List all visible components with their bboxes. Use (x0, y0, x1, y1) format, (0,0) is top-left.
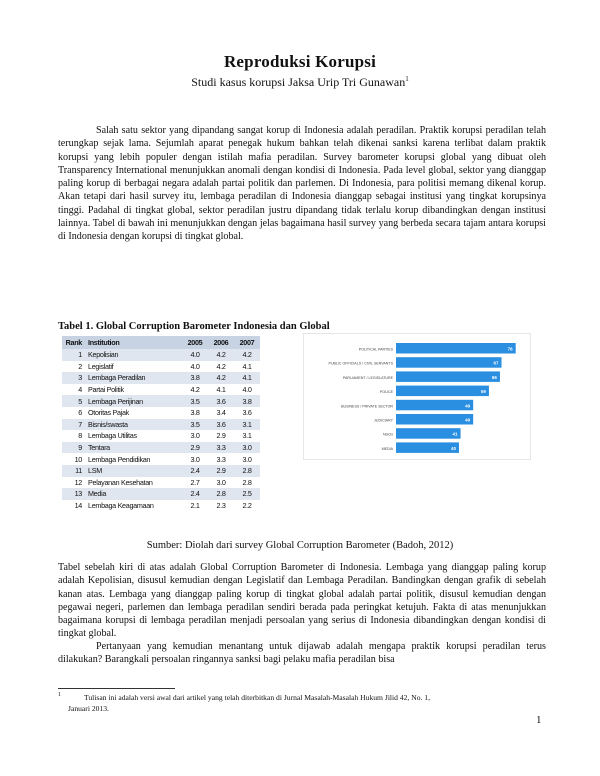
chart-bar (396, 343, 516, 354)
cell-2007: 3.0 (234, 442, 260, 454)
table-row (62, 500, 260, 512)
cell-institution: Bisnis/swasta (86, 419, 182, 431)
cell-2005: 4.2 (190, 385, 200, 395)
chart-category-label: BUSINESS / PRIVATE SECTOR (341, 404, 393, 409)
cell-rank: 8 (78, 431, 82, 441)
chart-value-label: 49 (465, 403, 471, 409)
cell-2005: 3.5 (182, 395, 208, 407)
paragraph-intro: Salah satu sektor yang dipandang sangat korup di Indonesia adalah peradilan. Praktik korupsi peradilan telah terungkap sejak lama. Sejumlah aparat penegak hukum bahkan telah dikenai sanksi karena terlibat dalam praktik korupsi yang lebih populer dengan istilah mafia peradilan. Survey barometer korupsi global yang dibuat oleh Transparency International menunjukkan anomali dengan kondisi di Indonesia. Pada level global, sektor yang dianggap paling korup di berbagai negara adalah partai politik dan parlemen. Di Indonesia, para politisi memang dikenal korup. Akan tetapi dari hasil survey itu, lembaga peradilan di Indonesia dianggap sebagai institusi yang tingkat korupsinya tinggi. Padahal di tingkat global, sektor peradilan justru dipandang tidak terlalu korup dibandingkan dengan institusi lainnya. Tabel di bawah ini menunjukkan dengan jelas bagaimana hasil survey yang berbeda secara tajam antara korupsi di Indonesia dengan korupsi di tingkat global. (58, 125, 546, 243)
chart-category-label: MEDIA (381, 446, 393, 451)
cell-2007: 3.6 (242, 408, 252, 418)
cell-institution: Lembaga Utilitas (88, 431, 137, 441)
cell-2007: 4.1 (234, 372, 260, 384)
chart-category-label: POLICE (379, 390, 393, 395)
table-body (62, 349, 260, 511)
cell-2007: 2.2 (242, 501, 252, 511)
chart-value-label: 76 (507, 346, 513, 352)
chart-value-label: 66 (491, 374, 497, 380)
cell-2005: 3.0 (190, 431, 200, 441)
cell-2007: 3.8 (234, 395, 260, 407)
chart-bar (396, 428, 461, 439)
cell-institution: Lembaga Peradilan (86, 372, 182, 384)
cell-2005: 2.4 (182, 488, 208, 500)
cell-2006: 3.0 (216, 477, 226, 487)
chart-value-label: 59 (480, 389, 486, 395)
page-number: 1 (536, 714, 542, 726)
chart-bar (396, 442, 459, 453)
table-row (62, 395, 260, 407)
cell-2005: 3.0 (190, 454, 200, 464)
table-source: Sumber: Diolah dari survey Global Corruption Barometer (Badoh, 2012) (146, 540, 454, 551)
cell-2005: 4.0 (182, 349, 208, 361)
cell-institution: Kepolisian (86, 349, 182, 361)
chart-bar (396, 371, 500, 382)
table-row (62, 361, 260, 373)
paragraph-question: Pertanyaan yang kemudian menantang untuk dijawab adalah mengapa praktik korupsi peradilan terus dilakukan? Barangkali persoalan ringannya sanksi bagi pelaku mafia peradilan bisa (58, 641, 546, 666)
table-row (62, 384, 260, 396)
cell-2007: 2.8 (242, 477, 252, 487)
cell-institution: Partai Politik (88, 385, 124, 395)
cell-2006: 3.4 (216, 408, 226, 418)
cell-2006: 2.9 (216, 431, 226, 441)
footnote-ref: 1 (405, 75, 409, 83)
cell-2006: 2.3 (216, 501, 226, 511)
cell-2007: 4.1 (242, 361, 252, 371)
cell-2006: 2.9 (208, 465, 234, 477)
cell-2005: 3.8 (182, 372, 208, 384)
cell-rank: 11 (62, 465, 86, 477)
header-2005: 2005 (182, 336, 208, 349)
cell-institution: Pelayanan Kesehatan (88, 477, 153, 487)
chart-value-label: 49 (465, 417, 471, 423)
chart-svg (304, 334, 530, 459)
cell-2006: 4.2 (216, 361, 226, 371)
table-caption: Tabel 1. Global Corruption Barometer Indonesia dan Global (58, 321, 330, 332)
table-row (62, 372, 260, 384)
chart-bar (396, 357, 502, 368)
header-rank: Rank (62, 336, 86, 349)
cell-rank: 2 (78, 361, 82, 371)
chart-bar (396, 414, 473, 425)
cell-2006: 3.6 (208, 419, 234, 431)
cell-rank: 13 (62, 488, 86, 500)
chart-category-label: PARLIAMENT / LEGISLATURE (342, 375, 393, 380)
cell-2007: 3.1 (234, 419, 260, 431)
footnote (58, 692, 528, 714)
cell-rank: 14 (74, 501, 82, 511)
cell-institution: Legislatif (88, 361, 114, 371)
cell-institution: Otoritas Pajak (88, 408, 129, 418)
table-row (62, 430, 260, 442)
cell-2006: 3.6 (208, 395, 234, 407)
chart-value-label: 41 (452, 431, 458, 437)
table-row (62, 442, 260, 454)
cell-2006: 4.2 (208, 372, 234, 384)
chart-category-label: PUBLIC OFFICIALS / CIVIL SERVANTS (328, 361, 393, 366)
table-row (62, 349, 260, 361)
cell-rank: 7 (62, 419, 86, 431)
cell-2005: 2.9 (182, 442, 208, 454)
cell-2005: 3.5 (182, 419, 208, 431)
cell-rank: 10 (74, 454, 82, 464)
table-header-row (62, 336, 260, 349)
chart-category-label: NGOs (383, 432, 393, 437)
cell-2007: 4.0 (242, 385, 252, 395)
cell-2007: 3.0 (242, 454, 252, 464)
header-2007: 2007 (234, 336, 260, 349)
chart-value-label: 67 (493, 360, 499, 366)
cell-2006: 4.1 (216, 385, 226, 395)
cell-2007: 2.5 (234, 488, 260, 500)
cell-2005: 4.0 (190, 361, 200, 371)
cell-rank: 3 (62, 372, 86, 384)
cell-2006: 2.8 (208, 488, 234, 500)
cell-institution: Lembaga Pendidikan (88, 454, 151, 464)
footnote-line-2: Januari 2013. (68, 704, 109, 713)
table-row (62, 465, 260, 477)
table-row (62, 453, 260, 465)
table-row (62, 477, 260, 489)
cell-2005: 2.1 (190, 501, 200, 511)
cell-rank: 1 (62, 349, 86, 361)
header-2006: 2006 (208, 336, 234, 349)
cell-institution: Lembaga Keagamaan (88, 501, 154, 511)
chart-category-label: JUDICIARY (374, 418, 393, 423)
cell-institution: LSM (86, 465, 182, 477)
cell-2005: 2.4 (182, 465, 208, 477)
footnote-line-1: Tulisan ini adalah versi awal dari artikel yang telah diterbitkan di Jurnal Masalah-Masalah Hukum Jilid 42, No. 1, (84, 693, 431, 702)
cell-2005: 3.8 (190, 408, 200, 418)
cell-2007: 2.8 (234, 465, 260, 477)
cell-rank: 9 (62, 442, 86, 454)
cell-rank: 12 (74, 477, 82, 487)
footnote-mark: 1 (58, 692, 61, 698)
table-row (62, 407, 260, 419)
chart-value-label: 40 (450, 445, 456, 451)
page-title: Reproduksi Korupsi (223, 52, 377, 71)
cell-2006: 4.2 (208, 349, 234, 361)
cell-institution: Tentara (86, 442, 182, 454)
table-row (62, 419, 260, 431)
table-row (62, 488, 260, 500)
corruption-table (62, 336, 260, 511)
cell-2007: 3.1 (242, 431, 252, 441)
page-subtitle (0, 75, 600, 90)
footnote-divider (58, 688, 175, 689)
cell-rank: 6 (78, 408, 82, 418)
cell-2006: 3.3 (216, 454, 226, 464)
cell-institution: Lembaga Perijinan (86, 395, 182, 407)
paragraph-comparison: Tabel sebelah kiri di atas adalah Global Corruption Barometer di Indonesia. Lembaga yang dianggap paling korup adalah Kepolisian, disusul kemudian dengan Legislatif dan Lembaga Peradilan. Bandingkan dengan grafik di sebelah kanan atas. Lembaga yang dianggap paling korup di tingkat global adalah partai politik, disusul kemudian dengan pegawai negeri, parlemen dan lembaga peradilan sendiri berada pada peringkat ketujuh. Fakta di atas menunjukkan bagaimana korupsi di lembaga peradilan menjadi persoalan yang serius di Indonesia dibandingkan dengan kondisi di tingkat global. (58, 562, 546, 640)
cell-2005: 2.7 (190, 477, 200, 487)
cell-rank: 4 (78, 385, 82, 395)
cell-2006: 3.3 (208, 442, 234, 454)
chart-bar (396, 400, 473, 411)
cell-2007: 4.2 (234, 349, 260, 361)
subtitle-text: Studi kasus korupsi Jaksa Urip Tri Gunawan (191, 75, 406, 89)
cell-rank: 5 (62, 395, 86, 407)
chart-category-label: POLITICAL PARTIES (358, 347, 393, 352)
chart-bar (396, 386, 489, 397)
global-barometer-chart (303, 333, 531, 460)
cell-institution: Media (86, 488, 182, 500)
header-institution: Institution (86, 336, 182, 349)
